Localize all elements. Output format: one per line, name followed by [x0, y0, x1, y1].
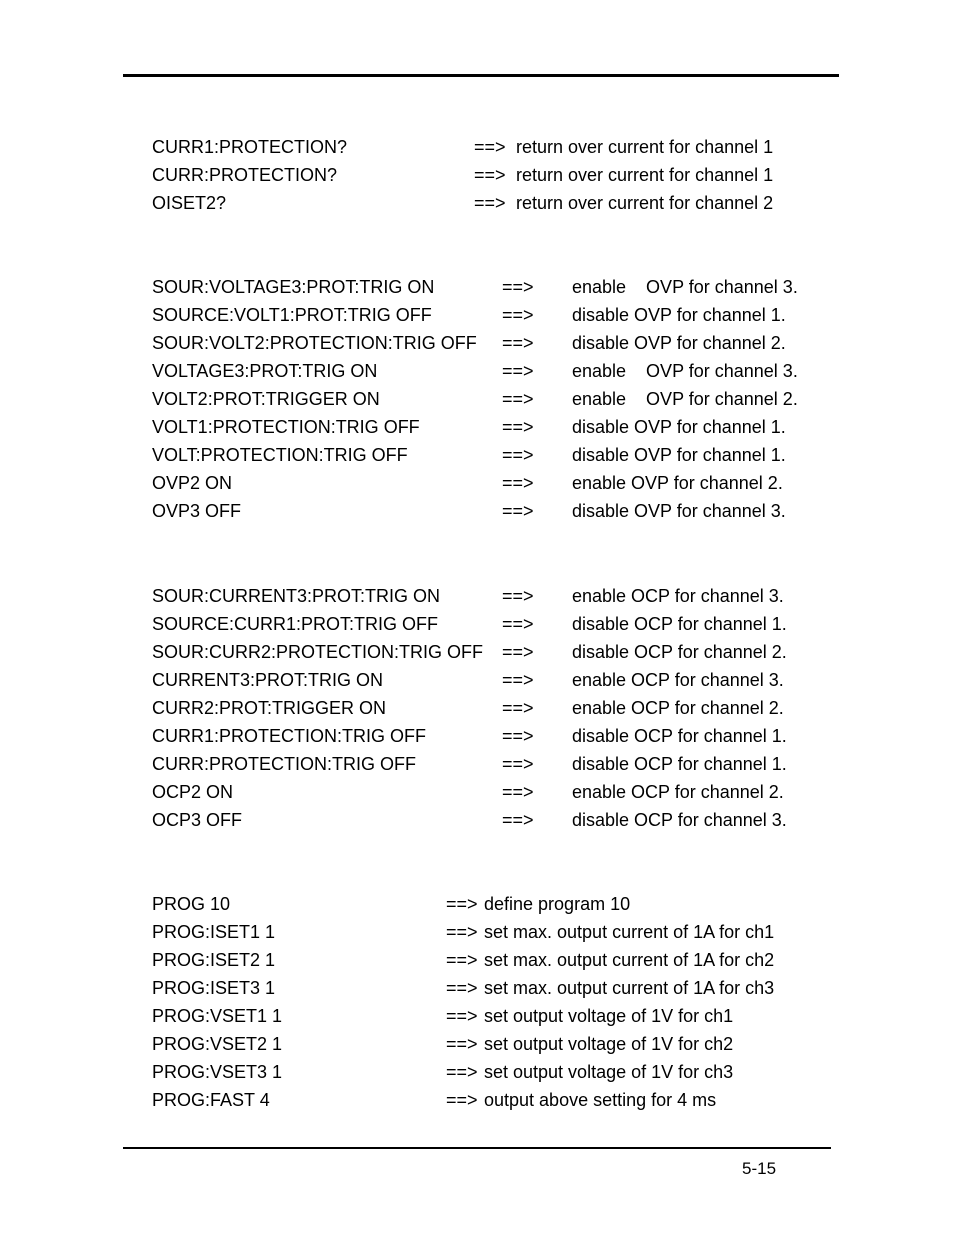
command-description: set output voltage of 1V for ch1 [484, 1006, 734, 1026]
arrow-symbol: ==> [446, 1034, 478, 1054]
page-number: 5-15 [742, 1159, 777, 1178]
arrow-symbol: ==> [502, 754, 534, 774]
arrow-symbol: ==> [502, 417, 534, 437]
command-text: CURR:PROTECTION? [152, 165, 338, 185]
command-text: SOUR:CURR2:PROTECTION:TRIG OFF [152, 642, 484, 662]
arrow-symbol: ==> [474, 193, 506, 213]
arrow-symbol: ==> [502, 473, 534, 493]
command-description: set max. output current of 1A for ch1 [484, 922, 775, 942]
arrow-symbol: ==> [502, 586, 534, 606]
command-text: PROG 10 [152, 894, 231, 914]
arrow-symbol: ==> [502, 333, 534, 353]
arrow-symbol: ==> [502, 277, 534, 297]
arrow-symbol: ==> [474, 137, 506, 157]
command-description: return over current for channel 1 [516, 137, 774, 157]
command-description: enable OVP for channel 2. [572, 473, 783, 493]
command-description: enable OVP for channel 3. [572, 361, 798, 381]
command-text: CURRENT3:PROT:TRIG ON [152, 670, 384, 690]
command-text: PROG:ISET3 1 [152, 978, 276, 998]
arrow-symbol: ==> [446, 978, 478, 998]
footer-rule [123, 1147, 831, 1149]
command-description: return over current for channel 2 [516, 193, 774, 213]
arrow-symbol: ==> [474, 165, 506, 185]
command-description: enable OCP for channel 2. [572, 782, 784, 802]
command-description: disable OCP for channel 1. [572, 754, 787, 774]
header-rule [123, 74, 839, 77]
command-description: disable OVP for channel 2. [572, 333, 786, 353]
command-text: OCP3 OFF [152, 810, 243, 830]
command-description: disable OCP for channel 1. [572, 614, 787, 634]
arrow-symbol: ==> [502, 305, 534, 325]
arrow-symbol: ==> [502, 614, 534, 634]
arrow-symbol: ==> [502, 642, 534, 662]
command-text: OISET2? [152, 193, 227, 213]
command-description: enable OCP for channel 3. [572, 670, 784, 690]
command-text: OVP3 OFF [152, 501, 242, 521]
command-text: SOUR:VOLT2:PROTECTION:TRIG OFF [152, 333, 477, 353]
command-description: set max. output current of 1A for ch2 [484, 950, 775, 970]
command-description: enable OCP for channel 3. [572, 586, 784, 606]
command-description: enable OVP for channel 3. [572, 277, 798, 297]
arrow-symbol: ==> [502, 501, 534, 521]
command-description: enable OCP for channel 2. [572, 698, 784, 718]
command-text: CURR2:PROT:TRIGGER ON [152, 698, 387, 718]
command-description: enable OVP for channel 2. [572, 389, 798, 409]
arrow-symbol: ==> [502, 726, 534, 746]
arrow-symbol: ==> [502, 698, 534, 718]
command-text: SOURCE:CURR1:PROT:TRIG OFF [152, 614, 439, 634]
command-text: PROG:VSET3 1 [152, 1062, 283, 1082]
command-text: CURR1:PROTECTION:TRIG OFF [152, 726, 426, 746]
command-description: disable OCP for channel 1. [572, 726, 787, 746]
command-text: PROG:ISET1 1 [152, 922, 276, 942]
command-description: return over current for channel 1 [516, 165, 774, 185]
arrow-symbol: ==> [446, 894, 478, 914]
arrow-symbol: ==> [446, 922, 478, 942]
arrow-symbol: ==> [502, 445, 534, 465]
command-text: VOLT:PROTECTION:TRIG OFF [152, 445, 408, 465]
arrow-symbol: ==> [502, 670, 534, 690]
command-text: SOUR:CURRENT3:PROT:TRIG ON [152, 586, 441, 606]
arrow-symbol: ==> [502, 810, 534, 830]
command-description: disable OCP for channel 2. [572, 642, 787, 662]
arrow-symbol: ==> [502, 782, 534, 802]
command-text: PROG:VSET2 1 [152, 1034, 283, 1054]
command-text: SOURCE:VOLT1:PROT:TRIG OFF [152, 305, 432, 325]
command-text: OCP2 ON [152, 782, 234, 802]
arrow-symbol: ==> [502, 389, 534, 409]
arrow-symbol: ==> [502, 361, 534, 381]
command-description: set output voltage of 1V for ch3 [484, 1062, 734, 1082]
command-text: VOLTAGE3:PROT:TRIG ON [152, 361, 378, 381]
arrow-symbol: ==> [446, 1090, 478, 1110]
arrow-symbol: ==> [446, 1062, 478, 1082]
command-description: output above setting for 4 ms [484, 1090, 717, 1110]
command-text: VOLT1:PROTECTION:TRIG OFF [152, 417, 420, 437]
command-description: set output voltage of 1V for ch2 [484, 1034, 734, 1054]
command-text: PROG:FAST 4 [152, 1090, 270, 1110]
command-text: CURR1:PROTECTION? [152, 137, 348, 157]
command-text: OVP2 ON [152, 473, 233, 493]
command-description: disable OVP for channel 1. [572, 417, 786, 437]
command-description: define program 10 [484, 894, 631, 914]
command-text: VOLT2:PROT:TRIGGER ON [152, 389, 380, 409]
command-text: SOUR:VOLTAGE3:PROT:TRIG ON [152, 277, 435, 297]
arrow-symbol: ==> [446, 950, 478, 970]
command-text: PROG:ISET2 1 [152, 950, 276, 970]
command-description: disable OCP for channel 3. [572, 810, 787, 830]
command-description: set max. output current of 1A for ch3 [484, 978, 775, 998]
command-text: CURR:PROTECTION:TRIG OFF [152, 754, 416, 774]
command-description: disable OVP for channel 1. [572, 305, 786, 325]
command-description: disable OVP for channel 3. [572, 501, 786, 521]
command-text: PROG:VSET1 1 [152, 1006, 283, 1026]
command-description: disable OVP for channel 1. [572, 445, 786, 465]
arrow-symbol: ==> [446, 1006, 478, 1026]
